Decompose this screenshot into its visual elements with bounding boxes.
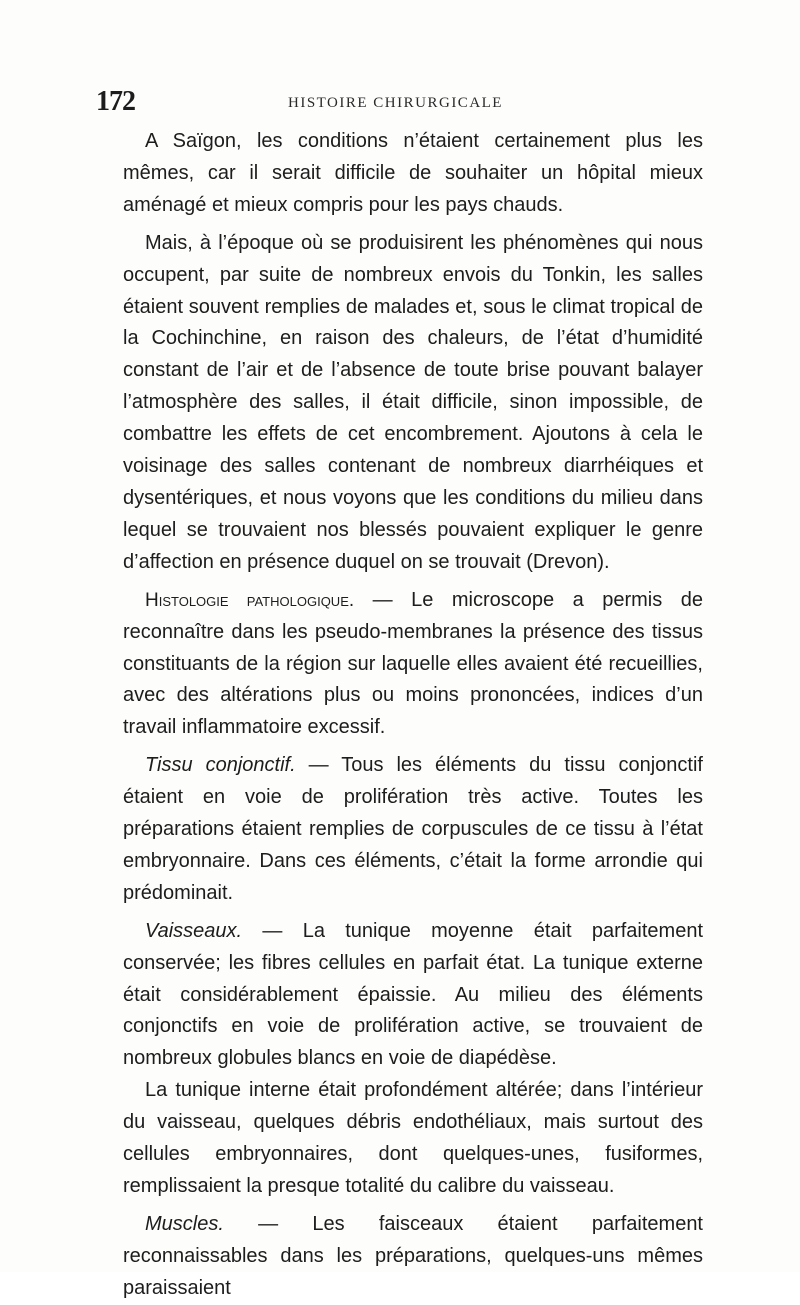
paragraph-text: — Les faisceaux étaient parfaitement reconnaissables dans les préparations, quelques-uns mêmes paraissaient bbox=[123, 1212, 703, 1299]
body-text bbox=[123, 126, 703, 1305]
paragraph-epoque bbox=[123, 228, 703, 579]
paragraph-text: La tunique interne était profondément altérée; dans l’intérieur du vaisseau, quelques débris endothéliaux, mais surtout des cellules embryonnaires, dont quelques-unes, fusiformes, remplissaient la presque totalité du calibre du vaisseau. bbox=[123, 1079, 703, 1197]
running-title: HISTOIRE CHIRURGICALE bbox=[288, 95, 503, 111]
paragraph-histologie bbox=[123, 585, 703, 745]
paragraph-text: — Le microscope a permis de reconnaître dans les pseudo-membranes la présence des tissus constituants de la région sur laquelle elles avaient été recueillies, avec des altérations plus ou moins prononcées, indices d’un travail inflammatoire excessif. bbox=[123, 588, 703, 739]
paragraph-text: — La tunique moyenne était parfaitement conservée; les fibres cellules en parfait état. La tunique externe était considérablement épaissie. Au milieu des éléments conjonctifs en voie de prolifération active, se trouvaient de nombreux globules blancs en voie de diapédèse. bbox=[123, 919, 703, 1070]
section-heading-muscles: Muscles. bbox=[145, 1212, 224, 1235]
paragraph-tissu-conjonctif bbox=[123, 750, 703, 910]
paragraph-muscles bbox=[123, 1209, 703, 1305]
section-heading-vaisseaux: Vaisseaux. bbox=[145, 919, 243, 942]
paragraph-text: — Tous les éléments du tissu conjonctif étaient en voie de prolifération très active. Toutes les préparations étaient remplies de corpuscules de ce tissu à l’état embryonnaire. Dans ces éléments, c’était la forme arrondie qui prédominait. bbox=[123, 754, 703, 904]
paragraph-text: Mais, à l’époque où se produisirent les phénomènes qui nous occupent, par suite de nombreux envois du Tonkin, les salles étaient souvent remplies de malades et, sous le climat tropical de la Cochinchine, en raison des chaleurs, de l’état d’humidité constant de l’air et de l’absence de toute brise pouvant balayer l’atmosphère des salles, il était difficile, sinon impossible, de combattre les effets de cet encombrement. Ajoutons à cela le voisinage des salles contenant de nombreux diarrhéiques et dysentériques, et nous voyons que les conditions du milieu dans lequel se trouvaient nos blessés pouvaient expliquer le genre d’affection en présence duquel on se trouvait (Drevon). bbox=[123, 231, 703, 573]
paragraph-saigon bbox=[123, 126, 703, 222]
paragraph-tunique-interne bbox=[123, 1075, 703, 1203]
section-heading-histologie: Histologie pathologique. bbox=[145, 589, 355, 611]
page-number: 172 bbox=[96, 86, 135, 117]
page-header bbox=[96, 86, 736, 120]
paragraph-text: A Saïgon, les conditions n’étaient certainement plus les mêmes, car il serait difficile de souhaiter un hôpital mieux aménagé et mieux compris pour les pays chauds. bbox=[123, 130, 703, 216]
section-heading-tissu-conjonctif: Tissu conjonctif. bbox=[145, 754, 296, 777]
paragraph-vaisseaux bbox=[123, 916, 703, 1076]
